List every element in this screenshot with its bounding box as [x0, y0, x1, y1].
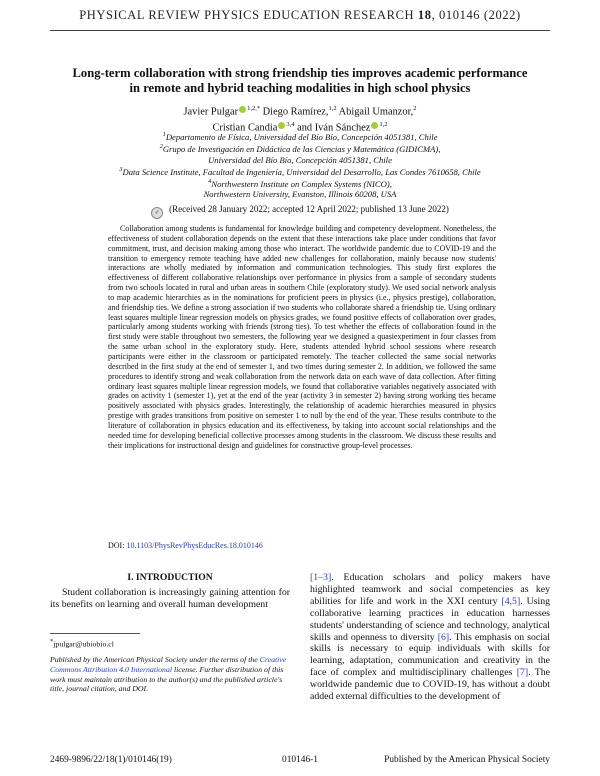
doi-line: DOI: 10.1103/PhysRevPhysEducRes.18.010146: [108, 541, 263, 550]
corresponding-email[interactable]: jpulgar@ubiobio.cl: [53, 639, 114, 649]
author-list: Javier Pulgar $^{1,2,*}$ Diego Ramírez,$^{1,2}$ Abigail Umanzor,$^2$ Cristian Candia $^{3,4}$ and Iván Sánchez $^{1,2}$: [183, 105, 417, 134]
running-header: PHYSICAL REVIEW PHYSICS EDUCATION RESEARCH 18, 010146 (2022): [79, 8, 521, 22]
license-notice: Published by the American Physical Society under the terms of the Creative Commons Attribution 4.0 International license. Further distribution of this work must maintain attribution to the author(s) and the published article's title, journal citation, and DOI.: [50, 655, 287, 694]
section-heading: I. INTRODUCTION: [127, 572, 213, 583]
affiliation-1: $^1$Departamento de Física, Universidad del Bío Bío, Concepción 4051381, Chile: [162, 131, 438, 142]
footer-page-number: 010146-1: [282, 755, 318, 765]
footer-publisher: Published by the American Physical Society: [384, 755, 550, 765]
affiliation-4-cont: Northwestern University, Evanston, Illinois 60208, USA: [203, 189, 397, 200]
license-link[interactable]: Creative Commons Attribution 4.0 International: [50, 655, 287, 674]
author-name[interactable]: Abigail Umanzor,: [338, 106, 414, 118]
intro-paragraph-right: [1–3]. Education scholars and policy makers have highlighted teamwork and social competencies as key abilities for life and work in the XXI century [4,5]. Using collaborative learning practices in education harnesses students' understanding of science and technology, analytical skills and openness to diversity [6]. This emphasis on social skills is necessary to equip individuals with skills for learning, adaptation, communication and creativity in the face of complex and multidisciplinary challenges [7]. The worldwide pandemic due to COVID-19, has without a doubt added external difficulties to the development of: [310, 572, 551, 703]
orcid-icon[interactable]: [278, 122, 285, 129]
journal-name: PHYSICAL REVIEW PHYSICS EDUCATION RESEARCH: [79, 8, 415, 22]
article-number: 010146 (2022): [439, 8, 521, 22]
orcid-icon[interactable]: [239, 106, 246, 113]
affiliation-3: $^3$Data Science Institute, Facultad de Ingeniería, Universidad del Desarrollo, Las Condes 7610658, Chile: [119, 165, 481, 177]
author-name[interactable]: Cristian Candia: [212, 122, 278, 134]
citation-link[interactable]: [6]: [437, 631, 450, 643]
title-line-2: in remote and hybrid teaching modalities in high school physics: [129, 81, 471, 95]
publication-dates: ✓ (Received 28 January 2022; accepted 12 April 2022; published 13 June 2022): [80, 204, 520, 219]
affiliation-2-cont: Universidad del Bío Bío, Concepción 4051381, Chile: [208, 154, 392, 165]
citation-link[interactable]: [7]: [516, 667, 529, 679]
affiliations: [80, 130, 520, 200]
corresponding-footnote: *jpulgar@ubiobio.cl: [50, 638, 114, 649]
crossmark-icon[interactable]: ✓: [151, 207, 163, 219]
author-name[interactable]: Javier Pulgar: [183, 106, 239, 118]
affiliation-2: $^2$Grupo de Investigación en Didáctica de las Ciencias y Matemática (GIDICMA),: [159, 143, 441, 155]
affiliation-4: $^4$Northwestern Institute on Complex Systems (NICO),: [208, 178, 392, 190]
citation-link[interactable]: [4,5]: [501, 595, 521, 607]
journal-volume: 18: [417, 8, 432, 22]
author-name[interactable]: Diego Ramírez,: [262, 106, 329, 118]
intro-paragraph-left: Student collaboration is increasingly gaining attention for its benefits on learning and overall human development: [50, 587, 290, 610]
footnote-rule: [50, 633, 140, 634]
footer-issn: 2469-9896/22/18(1)/010146(19): [50, 755, 172, 765]
abstract: Collaboration among students is fundamental for knowledge building and competency development. Nonetheless, the effectiveness of student collaboration depends on the extent that these interactions take place under conditions that favor commitment, trust, and decision making among those who interact. The worldwide pandemic due to COVID-19 and the transition to emergency remote teaching have added new challenges for collaboration, mainly because now students' interactions are wholly mediated by information and communication technologies. This study first explores the effectiveness of different collaborative relationships over performance in physics from a sample of secondary students from two schools located in rural and urban areas in southern Chile (exploratory study). We used social network analysis to map academic hierarchies as in the nominations for proficient peers in physics (i.e., physics prestige), collaboration, and friendship ties. We define a strong association if two students who collaborate shared a friendship tie. Using ordinary least squares multiple linear regression models on physics grades, we found positive effects of collaboration over grades, particularly among students working with friends (strong ties). To test whether the effects of collaboration found in the first study were stable throughout two semesters, the following year we designed a quasiexperiment in four classes from the same urban school in the exploratory study. Here, students attended hybrid school sessions where research participants were either in the classroom or participated remotely. The teacher collected the same social networks described in the first study at the end of semester 1, and two times during semester 2. In addition, we followed the same procedures to identify strong and weak collaboration from the network data on each wave of data collection. After fitting ordinary least squares multiple linear regression models, we found that collaborative variables negatively associated with grades on activity 1 (semester 1), yet at the end of the year (activity 3 in semester 2) having strong working ties became positively associated with physics grades. Interestingly, the relationship of academic hierarchies measured in physics prestige with grades transitions from positive on semester 1 to null by the end of the year. These results contribute to the literature of collaboration in physics education and its effectiveness, by taking into account social relationships and the needed time for developing beneficial collective processes among students in the classroom. We discuss these results and their implications for instructional design and guidelines for constructive group-level processes.: [108, 224, 496, 450]
author-name[interactable]: and Iván Sánchez: [297, 122, 371, 134]
paper-title: [70, 66, 530, 96]
orcid-icon[interactable]: [371, 122, 378, 129]
citation-link[interactable]: [1–3]: [310, 572, 332, 583]
header-rule: [50, 30, 550, 31]
title-line-1: Long-term collaboration with strong friendship ties improves academic performance: [72, 66, 528, 80]
doi-link[interactable]: 10.1103/PhysRevPhysEducRes.18.010146: [126, 541, 263, 550]
